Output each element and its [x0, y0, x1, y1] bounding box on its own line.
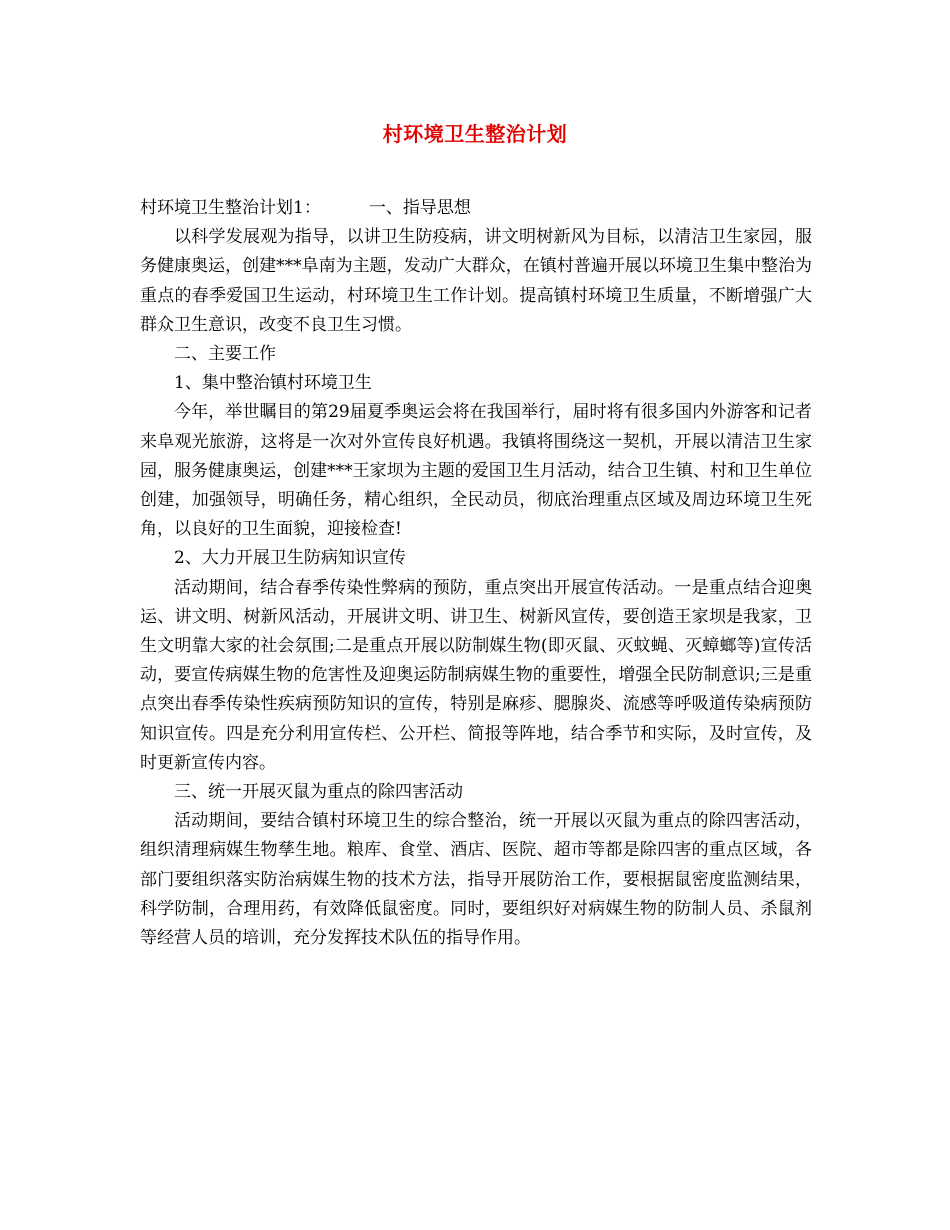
section-heading: 二、主要工作	[174, 344, 276, 365]
paragraph: 活动期间，要结合镇村环境卫生的综合整治，统一开展以灭鼠为重点的除四害活动，组织清理病媒生物孳生地。粮库、食堂、酒店、医院、超市等都是除四害的重点区域，各部门要组织落实防治病媒生物的技术方法，指导开展防治工作，要根据鼠密度监测结果，科学防制，合理用药，有效降低鼠密度。同时，要组织好对病媒生物的防制人员、杀鼠剂等经营人员的培训，充分发挥技术队伍的指导作用。	[140, 811, 812, 949]
intro-line	[140, 194, 812, 223]
paragraph: 今年，举世瞩目的第29届夏季奥运会将在我国举行，届时将有很多国内外游客和记者来阜观光旅游，这将是一次对外宣传良好机遇。我镇将围绕这一契机，开展以清洁卫生家园，服务健康奥运，创建***王家坝为主题的爱国卫生月活动，结合卫生镇、村和卫生单位创建，加强领导，明确任务，精心组织，全民动员，彻底治理重点区域及周边环境卫生死角，以良好的卫生面貌，迎接检查!	[140, 402, 812, 540]
document-title: 村环境卫生整治计划	[382, 122, 568, 146]
intro-label: 村环境卫生整治计划1：	[140, 198, 321, 218]
paragraph: 活动期间，结合春季传染性弊病的预防，重点突出开展宣传活动。一是重点结合迎奥运、讲文明、树新风活动，开展讲文明、讲卫生、树新风宣传，要创造王家坝是我家，卫生文明靠大家的社会氛围;二是重点开展以防制媒生物(即灭鼠、灭蚊蝇、灭蟑螂等)宣传活动，要宣传病媒生物的危害性及迎奥运防制病媒生物的重要性，增强全民防制意识;三是重点突出春季传染性疾病预防知识的宣传，特别是麻疹、腮腺炎、流感等呼吸道传染病预防知识宣传。四是充分利用宣传栏、公开栏、简报等阵地，结合季节和实际，及时宣传，及时更新宣传内容。	[140, 577, 812, 773]
subsection-heading: 1、集中整治镇村环境卫生	[174, 373, 372, 394]
document-body	[140, 194, 812, 953]
subsection-heading: 2、大力开展卫生防病知识宣传	[174, 548, 406, 569]
section-heading: 三、统一开展灭鼠为重点的除四害活动	[174, 782, 463, 803]
paragraph: 以科学发展观为指导，以讲卫生防疫病，讲文明树新风为目标，以清洁卫生家园，服务健康奥运，创建***阜南为主题，发动广大群众，在镇村普遍开展以环境卫生集中整治为重点的春季爱国卫生运动，村环境卫生工作计划。提高镇村环境卫生质量，不断增强广大群众卫生意识，改变不良卫生习惯。	[140, 227, 812, 335]
section-heading-guiding-ideology: 一、指导思想	[368, 198, 471, 218]
